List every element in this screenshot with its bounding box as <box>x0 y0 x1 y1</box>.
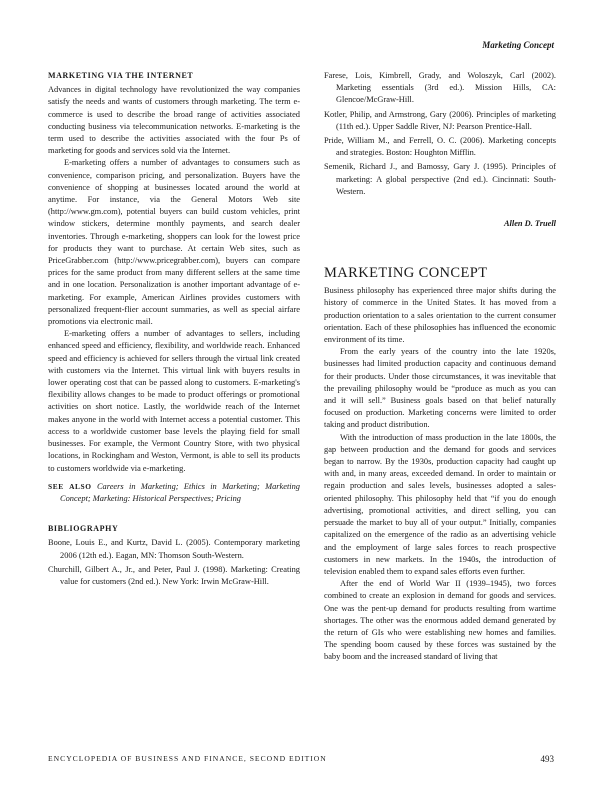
right-column <box>324 70 556 664</box>
bibliography-heading: BIBLIOGRAPHY <box>48 524 119 534</box>
page-number: 493 <box>540 754 554 764</box>
bibliography-entry: Semenik, Richard J., and Bamossy, Gary J. (1995). Principles of marketing: A global perspective (2nd ed.). Cincinnati: South-Western. <box>324 162 556 196</box>
article-author: Allen D. Truell <box>503 219 556 229</box>
article-title: MARKETING CONCEPT <box>324 265 488 282</box>
page-footer <box>48 754 554 764</box>
see-also-label: SEE ALSO <box>48 481 92 491</box>
bibliography-entry: Pride, William M., and Ferrell, O. C. (2006). Marketing concepts and strategies. Boston: Houghton Mifflin. <box>324 136 556 158</box>
bibliography-entry: Boone, Louis E., and Kurtz, David L. (2005). Contemporary marketing 2006 (12th ed.). Eagan, MN: Thomson South-Western. <box>48 538 300 560</box>
left-column <box>48 70 300 590</box>
paragraph: From the early years of the country into the late 1920s, businesses had limited production capacity and continuous demand for their products. Under those circumstances, it was inevitable that the prevailing philosophy would be “produce as much as you can and it will sell.” Business goals based on that belief naturally focused on production. Marketing concerns were limited to order taking and product distribution. <box>324 347 556 430</box>
see-also-links[interactable]: Careers in Marketing; Ethics in Marketing; Marketing Concept; Marketing: Historical Perspectives; Pricing <box>60 481 300 503</box>
bibliography-entry: Farese, Lois, Kimbrell, Grady, and Woloszyk, Carl (2002). Marketing essentials (3rd ed.). Mission Hills, CA: Glencoe/McGraw-Hill. <box>324 71 556 105</box>
see-also <box>48 481 300 505</box>
paragraph: E-marketing offers a number of advantages to sellers, including enhanced speed and efficiency, flexibility, and worldwide reach. Enhanced speed and efficiency is achieved for sellers through the virtual link created with customers via the Internet. This virtual link with buyers results in lower operating cost that can be passed along to customers. E-marketing's flexibility allows changes to be made to product offerings or promotional activities on short notice. Lastly, the worldwide reach of the Internet makes anyone in the world with Internet access a potential customer. This access to a worldwide customer base levels the playing field for small businesses. For example, the Vermont Country Store, with two physical locations, in Rockingham and Weston, Vermont, is able to sell its products to customers worldwide via e-marketing. <box>48 329 300 473</box>
paragraph: After the end of World War II (1939–1945), two forces combined to create an explosion in demand for goods and services. One was the pent-up demand for products resulting from wartime shortages. The other was the enormous added demand generated by the return of GIs who were establishing new homes and families. The spending boom caused by these forces was sustained by the baby boom and the increased standard of living that <box>324 579 556 662</box>
bibliography-entry: Kotler, Philip, and Armstrong, Gary (2006). Principles of marketing (11th ed.). Upper Saddle River, NJ: Pearson Prentice-Hall. <box>324 109 556 131</box>
paragraph: With the introduction of mass production in the late 1800s, the gap between production and the demand for goods and services began to narrow. By the 1930s, production capacity had caught up with and, in many areas, exceeded demand. In order to maintain or regain production and sales levels, businesses adopted a sales-oriented philosophy. This philosophy held that “if you do enough advertising, promotional activities, and direct selling, you can persuade the market to buy all of your output.” Initially, companies capitalized on the emergence of the radio as an advertising vehicle and the employment of large sales forces to reach prospective customers in new markets. In the 1940s, the introduction of television enabled them to expand sales efforts even further. <box>324 432 556 576</box>
paragraph: E-marketing offers a number of advantages to consumers such as convenience, comparison pricing, and personalization. Buyers have the convenience of shopping at businesses located around the world at anytime. For instance, via the General Motors Web site (http://www.gm.com), potential buyers can build custom vehicles, print window stickers, determine monthly payments, and search dealer inventories. Through e-marketing, shoppers can look for the lowest price for products they want to purchase. At certain Web sites, such as PriceGrabber.com (http://www.pricegrabber.com), buyers can compare prices for the same product from many different sellers at the same time and in one location. Personalization is another important advantage of e-marketing. For example, American Airlines provides customers with personalized frequent-flier account summaries, as well as special airfare promotions via electronic mail. <box>48 158 300 327</box>
paragraph: Business philosophy has experienced three major shifts during the history of commerce in the United States. It has moved from a production orientation to a sales orientation to the current consumer orientation. Each of these philosophies has influenced the economic environment of its time. <box>324 286 556 345</box>
paragraph: Advances in digital technology have revolutionized the way companies satisfy the needs and wants of customers through marketing. The term e-commerce is used to describe the broad range of activities associated conducting business via telecommunication networks. E-marketing is the term used to describe the activities associated with the four Ps of marketing for goods and services sold via the Internet. <box>48 85 300 156</box>
section-heading: MARKETING VIA THE INTERNET <box>48 71 194 80</box>
publication-title: ENCYCLOPEDIA OF BUSINESS AND FINANCE, SECOND EDITION <box>48 754 327 763</box>
running-header: Marketing Concept <box>482 40 554 50</box>
bibliography-entry: Churchill, Gilbert A., Jr., and Peter, Paul J. (1998). Marketing: Creating value for customers (2nd ed.). New York: Irwin McGraw-Hill. <box>48 564 300 586</box>
